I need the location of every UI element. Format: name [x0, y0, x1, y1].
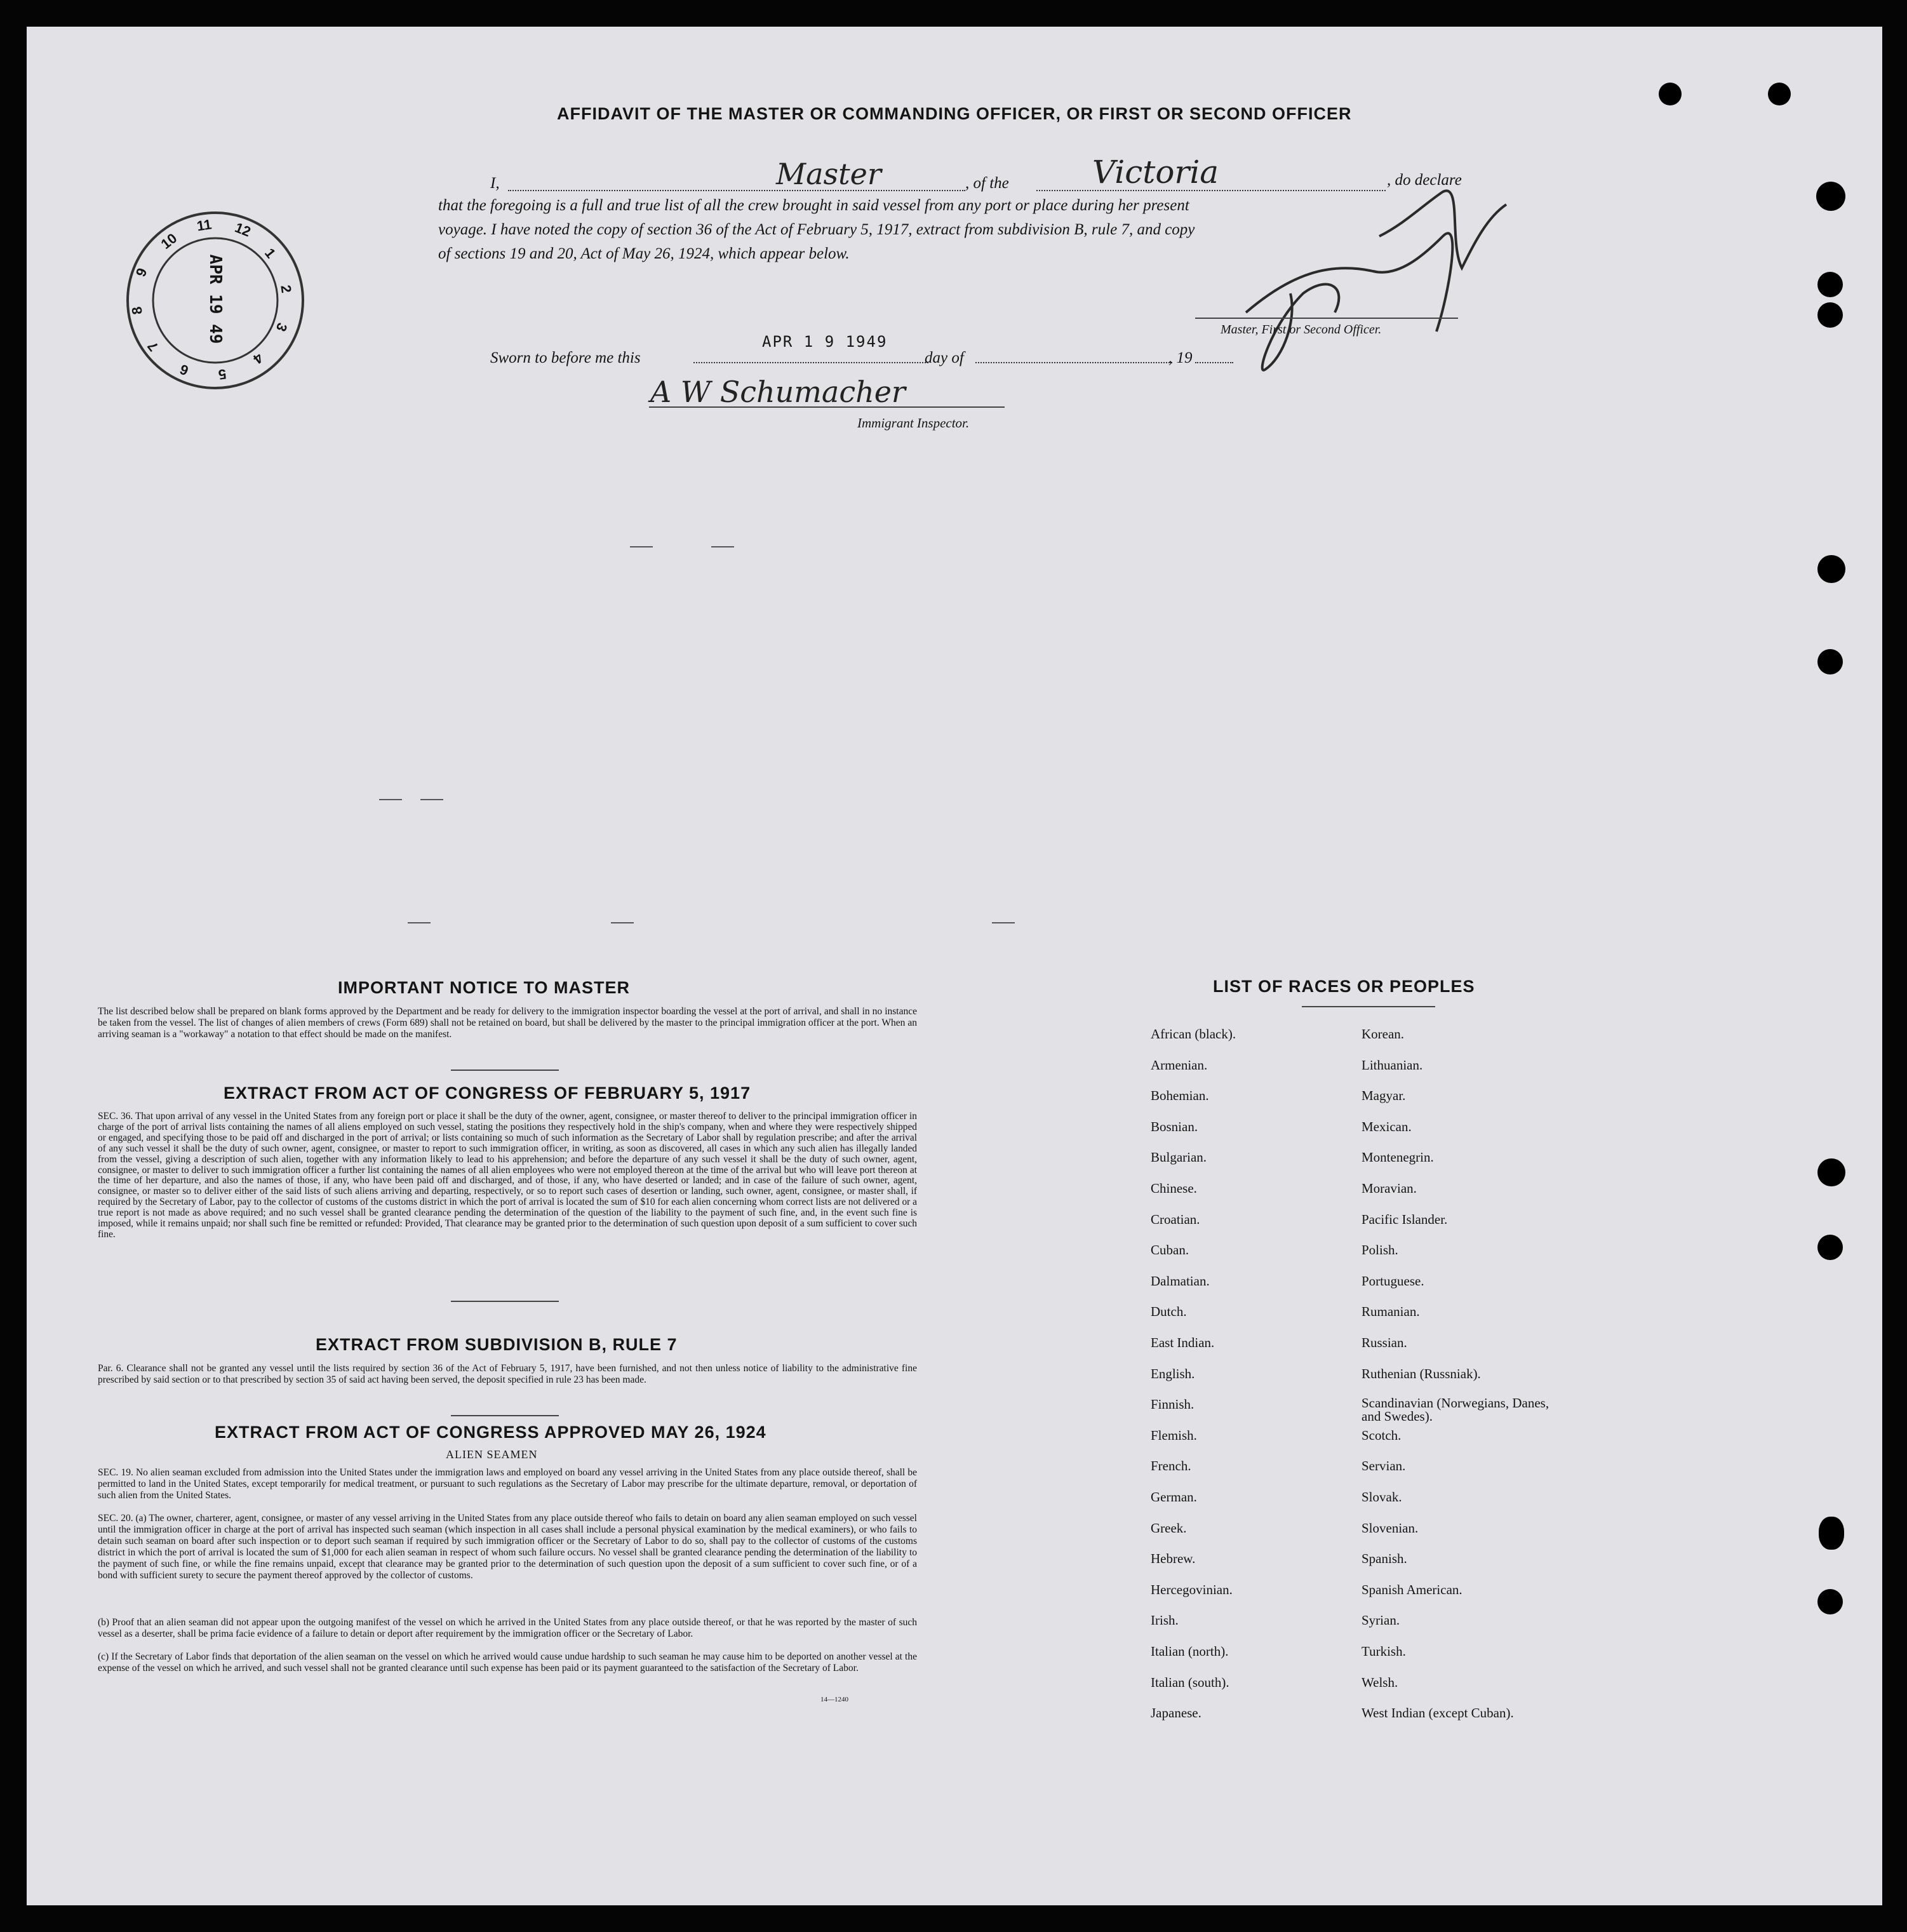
race-item: Polish.	[1362, 1242, 1398, 1258]
faint-mark	[992, 922, 1015, 923]
extract-rule7-body: Par. 6. Clearance shall not be granted any vessel until the lists required by section 36 of the Act of February 5, 1917, have been furnished, and not then unless notice of liability to the administrative fine prescribed by said section or to that prescribed by section 35 of said act having been served, the deposit specified in rule 23 has been made.	[98, 1363, 917, 1385]
race-item: Chinese.	[1151, 1181, 1197, 1196]
race-item: Ruthenian (Russniak).	[1362, 1365, 1481, 1381]
race-item: Servian.	[1362, 1458, 1406, 1474]
extract-1924-subtitle: ALIEN SEAMEN	[446, 1448, 538, 1461]
faint-mark	[420, 799, 443, 800]
race-item: German.	[1151, 1489, 1197, 1505]
race-item: Croatian.	[1151, 1211, 1200, 1227]
races-title: LIST OF RACES OR PEOPLES	[1213, 977, 1475, 996]
race-item: Flemish.	[1151, 1427, 1197, 1443]
do-declare-label: , do declare	[1387, 171, 1462, 189]
month-line	[975, 362, 1172, 363]
race-item: Pacific Islander.	[1362, 1211, 1448, 1227]
races-divider	[1302, 1006, 1435, 1007]
notice-body: The list described below shall be prepared on blank forms approved by the Department and be ready for delivery to the immigration inspector boarding the vessel at the port of arrival, and shall in no instance be taken from the vessel. The list of changes of alien members of crews (Form 689) shall not be retained on board, but shall be delivered by the master to the principal immigration officer at the port. When an arriving seaman is a "workaway" a notation to that effect should be made on the manifest.	[98, 1006, 917, 1040]
stamp-center-text: APR 19 49	[206, 254, 225, 344]
extract-1917-body: SEC. 36. That upon arrival of any vessel in the United States from any foreign port or place it shall be the duty of the owner, agent, consignee, or master thereof to deliver to the principal immigration officer in charge of the port of arrival lists containing the names of all aliens employed on such vessel, stating the positions they respectively hold in the ship's company, when and where they were respectively shipped or engaged, and specifying those to be paid off and discharged in the port of arrival; or lists containing so much of such information as the Secretary of Labor shall by regulation prescribe; and after the arrival of any such vessel it shall be the duty of such owner, agent, consignee, or master to report to such immigration officer, in writing, as soon as discovered, all cases in which any such alien has illegally landed from the vessel, giving a description of such alien, together with any information likely to lead to his apprehension; and before the departure of any such vessel it shall be the duty of such owner, agent, consignee, or master to deliver to such immigration officer a further list containing the names of all alien employees who were not employed thereon at the time of the arrival but who will leave port thereon at the time of her departure, and also the names of those, if any, who have been paid off and discharged, and of those, if any, who have deserted or landed; and in case of the failure of such owner, agent, consignee, or master so to deliver either of the said lists of such aliens arriving and departing, respectively, or so to report such cases of desertion or landing, such owner, agent, consignee, or master shall, if required by the Secretary of Labor, pay to the collector of customs of the customs district in which the port of arrival is located the sum of $10 for each alien concerning whom correct lists are not delivered or a true report is not made as above required; and no such vessel shall be granted clearance pending the determination of the question of the liability to the payment of such fine, and, in the event such fine is imposed, while it remains unpaid; nor shall such fine be remitted or refunded: Provided, That clearance may be granted prior to the determination of such question upon deposit of a sum sufficient to cover such fine.	[98, 1111, 917, 1240]
race-item: Irish.	[1151, 1613, 1179, 1628]
race-item: Russian.	[1362, 1335, 1407, 1350]
race-item: Armenian.	[1151, 1057, 1208, 1073]
sworn-label: Sworn to before me this	[490, 349, 641, 366]
race-item: Italian (north).	[1151, 1644, 1229, 1659]
faint-mark	[379, 799, 402, 800]
punch-hole	[1817, 1589, 1843, 1614]
punch-hole	[1817, 1235, 1843, 1260]
extract-1924-sec19: SEC. 19. No alien seaman excluded from admission into the United States under the immigration laws and employed on board any vessel arriving in the United States from any place outside thereof, shall be permitted to land in the United States, except temporarily for medical treatment, or pursuant to such regulations as the Secretary of Labor may prescribe for the ultimate departure, removal, or deportation of such alien from the United States.	[98, 1467, 917, 1501]
race-item: Bosnian.	[1151, 1118, 1198, 1134]
race-item: African (black).	[1151, 1026, 1236, 1042]
faint-mark	[630, 546, 653, 547]
form-number: 14—1240	[820, 1696, 848, 1703]
inspector-signature-line	[649, 406, 1005, 408]
statement-line-1: that the foregoing is a full and true list of all the crew brought in said vessel from any port or place during her present	[438, 197, 1189, 214]
race-item: Welsh.	[1362, 1674, 1398, 1690]
stamp-number: 6	[177, 361, 191, 379]
race-item: English.	[1151, 1365, 1195, 1381]
race-item: French.	[1151, 1458, 1191, 1474]
race-item: Dalmatian.	[1151, 1273, 1210, 1289]
year-prefix-label: , 19	[1168, 349, 1193, 366]
race-item: Cuban.	[1151, 1242, 1189, 1258]
extract-rule7-divider	[451, 1415, 559, 1416]
affidavit-title: AFFIDAVIT OF THE MASTER OR COMMANDING OFFICER, OR FIRST OR SECOND OFFICER	[557, 104, 1352, 123]
punch-hole	[1817, 1158, 1845, 1186]
race-item: Italian (south).	[1151, 1674, 1229, 1690]
race-item: West Indian (except Cuban).	[1362, 1705, 1514, 1721]
stamp-number: 8	[128, 305, 146, 316]
race-item: East Indian.	[1151, 1335, 1215, 1350]
punch-hole	[1817, 302, 1843, 328]
sworn-date-line	[693, 362, 928, 363]
sworn-date-stamp: APR 1 9 1949	[762, 333, 888, 351]
vessel-name: Victoria	[1092, 154, 1219, 191]
extract-rule7-title: EXTRACT FROM SUBDIVISION B, RULE 7	[316, 1335, 678, 1354]
punch-hole	[1768, 83, 1791, 105]
punch-hole	[1817, 272, 1843, 297]
of-the-label: , of the	[965, 175, 1009, 192]
race-item: Syrian.	[1362, 1613, 1400, 1628]
punch-hole	[1816, 182, 1845, 211]
extract-1924-sec20c: (c) If the Secretary of Labor finds that deportation of the alien seaman on the vessel on which he arrived would cause undue hardship to such seaman he may cause him to be deported on another vessel at the expense of the vessel on which he arrived, and such vessel shall not be granted clearance until such expense has been paid or its payment guaranteed to the satisfaction of the Secretary of Labor.	[98, 1651, 917, 1674]
extract-1924-sec20b: (b) Proof that an alien seaman did not appear upon the outgoing manifest of the vessel on which he arrived in the United States from any place outside thereof, or that he was reported by the master of such vessel as a deserter, shall be prima facie evidence of a failure to detain or deport after requirement by the immigration officer or the Secretary of Labor.	[98, 1617, 917, 1639]
race-item: Slovak.	[1362, 1489, 1402, 1505]
stamp-number: 1	[262, 245, 279, 261]
i-label: I,	[490, 175, 500, 192]
extract-1917-divider	[451, 1301, 559, 1302]
race-item: Montenegrin.	[1362, 1150, 1434, 1165]
officer-signature-label: Master, First or Second Officer.	[1221, 323, 1382, 337]
stamp-number: 10	[157, 229, 180, 252]
inspector-label: Immigrant Inspector.	[857, 415, 970, 431]
punch-hole	[1659, 83, 1682, 105]
stamp-number: 9	[133, 265, 151, 279]
race-item: Finnish.	[1151, 1397, 1194, 1412]
notice-title: IMPORTANT NOTICE TO MASTER	[338, 978, 630, 997]
race-item: Hebrew.	[1151, 1551, 1196, 1567]
stamp-number: 11	[195, 216, 213, 234]
stamp-number: 3	[272, 321, 291, 334]
race-item: Lithuanian.	[1362, 1057, 1423, 1073]
race-item: Bohemian.	[1151, 1088, 1209, 1104]
stamp-number: 7	[144, 339, 161, 355]
race-item: Bulgarian.	[1151, 1150, 1207, 1165]
punch-hole	[1817, 649, 1843, 674]
race-item: Turkish.	[1362, 1644, 1406, 1659]
stamp-number: 5	[217, 365, 228, 383]
statement-line-2: voyage. I have noted the copy of section 36 of the Act of February 5, 1917, extract from subdivision B, rule 7, and copy	[438, 221, 1195, 238]
race-item: Greek.	[1151, 1520, 1187, 1536]
race-item: Korean.	[1362, 1026, 1405, 1042]
officer-signature	[1233, 166, 1563, 401]
faint-mark	[408, 922, 431, 923]
faint-mark	[711, 546, 734, 547]
race-item: Scotch.	[1362, 1427, 1402, 1443]
rank-value: Master	[776, 157, 881, 191]
stamp-number: 12	[232, 219, 253, 240]
race-item: Mexican.	[1362, 1118, 1412, 1134]
inspector-signature: A W Schumacher	[650, 375, 906, 409]
race-item: Hercegovinian.	[1151, 1581, 1233, 1597]
extract-1924-title: EXTRACT FROM ACT OF CONGRESS APPROVED MAY 26, 1924	[215, 1423, 766, 1442]
stamp-number: 4	[250, 350, 267, 368]
race-item: Slovenian.	[1362, 1520, 1419, 1536]
statement-line-3: of sections 19 and 20, Act of May 26, 1924, which appear below.	[438, 245, 850, 262]
immigration-stamp	[123, 208, 307, 392]
rank-line	[508, 190, 965, 191]
race-item: Japanese.	[1151, 1705, 1201, 1721]
notice-divider	[451, 1070, 559, 1071]
race-item: Scandinavian (Norwegians, Danes, and Swedes).	[1362, 1395, 1549, 1425]
faint-mark	[611, 922, 634, 923]
year-line	[1195, 362, 1233, 363]
punch-hole	[1819, 1517, 1844, 1550]
race-item: Portuguese.	[1362, 1273, 1424, 1289]
extract-1917-title: EXTRACT FROM ACT OF CONGRESS OF FEBRUARY 5, 1917	[224, 1083, 751, 1103]
race-item: Spanish.	[1362, 1551, 1407, 1567]
extract-1924-sec20a: SEC. 20. (a) The owner, charterer, agent, consignee, or master of any vessel arriving in the United States from any place outside thereof who fails to detain on board any alien seaman employed on such vessel until the immigration officer in charge at the port of arrival has inspected such seaman (which inspection in all cases shall include a personal physical examination by the medical examiners), or who fails to detain such seaman on board after such inspection or to deport such seaman if required by such immigration officer or the Secretary of Labor to do so, shall pay to the collector of customs of the customs district in which the port of arrival is located the sum of $1,000 for each alien seaman in respect of whom such failure occurs. No vessel shall be granted clearance pending the determination of the liability to the payment of such fine, or while the fine remains unpaid, except that clearance may be granted prior to the determination of such question upon the deposit of a sum sufficient to cover such fine, or of a bond with sufficient surety to secure the payment thereof approved by the collector of customs.	[98, 1513, 917, 1581]
race-item: Dutch.	[1151, 1304, 1187, 1320]
day-of-label: day of	[925, 349, 964, 366]
race-item: Magyar.	[1362, 1088, 1406, 1104]
race-item: Spanish American.	[1362, 1581, 1462, 1597]
officer-signature-line	[1195, 318, 1458, 319]
punch-hole	[1817, 555, 1845, 583]
stamp-number: 2	[278, 283, 295, 294]
race-item: Moravian.	[1362, 1181, 1417, 1196]
race-item: Rumanian.	[1362, 1304, 1420, 1320]
document-page	[27, 27, 1882, 1905]
